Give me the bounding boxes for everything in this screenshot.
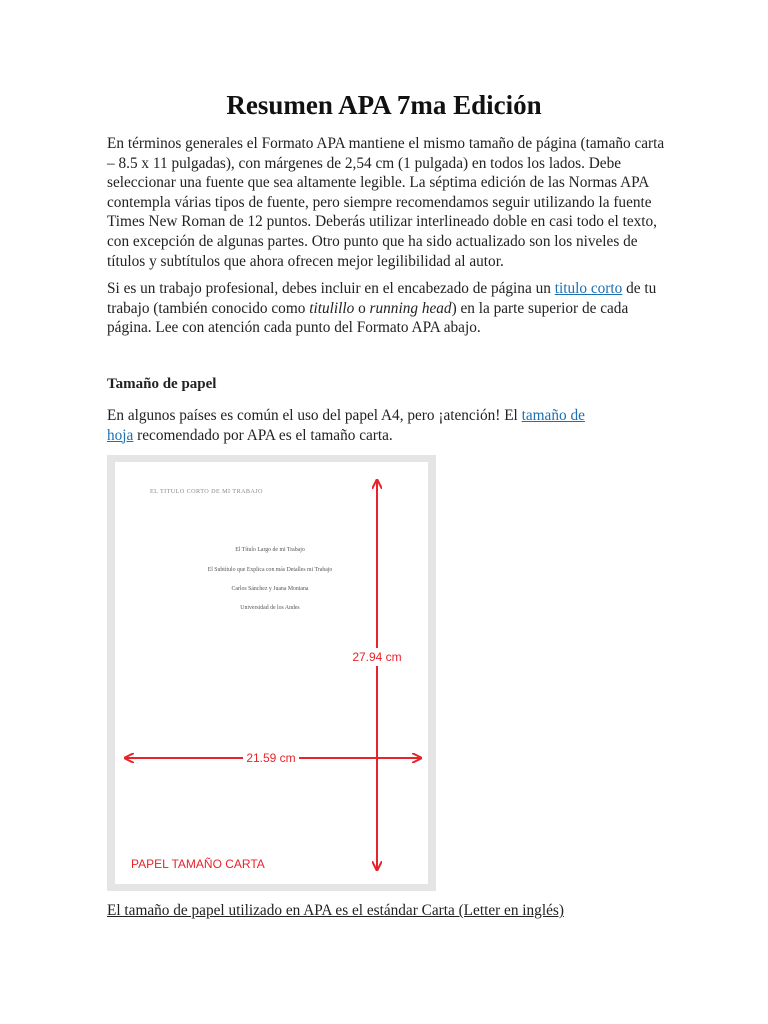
intro-paragraph: En términos generales el Formato APA mantiene el mismo tamaño de página (tamaño carta – 8.5 x 11 pulgadas), con márgenes de 2,54 cm (1 pulgada) en todos los lados. Debe seleccionar una fuente que sea altamente legible. La séptima edición de las Normas APA contempla várias tipos de fuente, pero siempre recomendamos seguir utilizando la fuente Times New Roman de 12 puntos. Deberás utilizar interlineado doble en casi todo el texto, con excepción de algunas partes. Otro punto que ha sido actualizado son los niveles de títulos y subtítulos que ahora ofrecen mejor legilibilidad al autor. xyxy=(107,135,665,270)
titulo-corto-link[interactable]: titulo corto xyxy=(554,280,623,297)
figure-caption: El tamaño de papel utilizado en APA es el estándar Carta (Letter en inglés) xyxy=(107,902,564,919)
paragraph-text: En algunos países es común el uso del papel A4, pero ¡atención! El xyxy=(107,407,522,424)
paragraph-text: ) en la parte superior de cada página. Lee con atención cada punto del Formato APA abajo. xyxy=(107,299,629,337)
letter-size-figure xyxy=(107,455,436,891)
running-head-paragraph xyxy=(107,279,667,338)
italic-term: running head xyxy=(369,299,452,317)
width-label: 21.59 cm xyxy=(246,751,296,765)
paper-label: PAPEL TAMAÑO CARTA xyxy=(131,857,265,871)
sheet-subtitle-line: El Subtítulo que Explica con más Detalles mi Trabajo xyxy=(207,567,333,573)
sheet-university-line: Universidad de los Andes xyxy=(240,605,300,611)
paragraph-text: o xyxy=(354,299,370,317)
paragraph-text: de tu trabajo (también conocido como xyxy=(107,280,657,317)
section-heading: Tamaño de papel xyxy=(107,376,217,392)
letter-sheet xyxy=(115,462,428,884)
paper-size-paragraph xyxy=(107,406,607,445)
sheet-title-line: El Título Largo de mi Trabajo xyxy=(235,547,305,553)
running-head-text: EL TITULO CORTO DE MI TRABAJO xyxy=(150,488,263,495)
sheet-authors-line: Carlos Sánchez y Juana Montana xyxy=(231,586,309,592)
letter-size-diagram xyxy=(115,462,428,884)
paragraph-text: recomendado por APA es el tamaño carta. xyxy=(133,426,393,444)
height-label: 27.94 cm xyxy=(352,650,402,664)
paragraph-text: Si es un trabajo profesional, debes incluir en el encabezado de página un xyxy=(107,280,555,297)
italic-term: titulillo xyxy=(309,299,355,317)
page-title: Resumen APA 7ma Edición xyxy=(226,90,542,120)
tamano-de-hoja-link[interactable]: tamaño de hoja xyxy=(107,407,585,444)
